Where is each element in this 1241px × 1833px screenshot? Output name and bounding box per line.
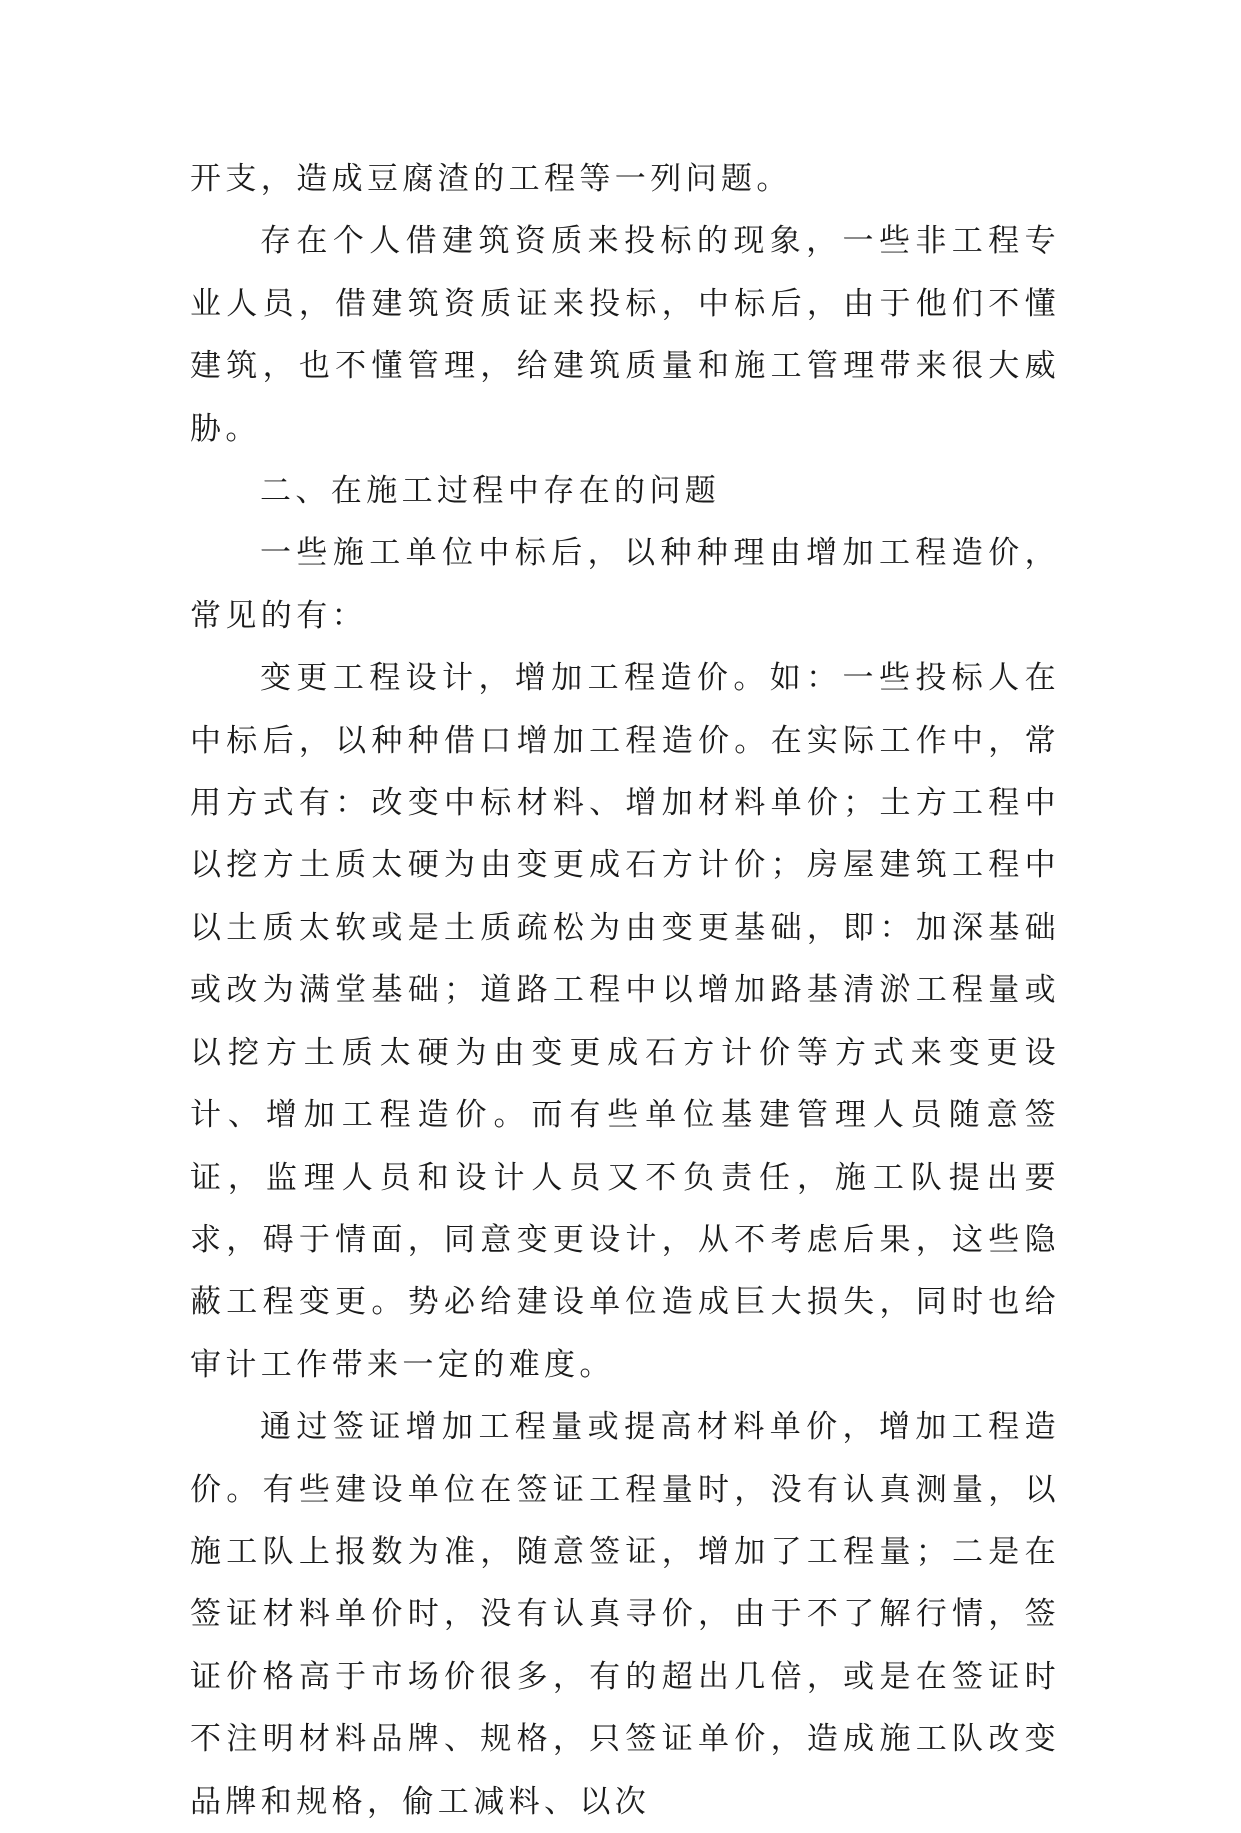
paragraph-continuation: 开支，造成豆腐渣的工程等一列问题。 bbox=[190, 161, 792, 197]
document-body bbox=[190, 148, 1060, 1833]
paragraph-intro-cost-increase: 一些施工单位中标后，以种种理由增加工程造价，常见的有： bbox=[190, 535, 1060, 634]
section-heading: 二、在施工过程中存在的问题 bbox=[260, 473, 721, 510]
paragraph-borrowed-qualification: 存在个人借建筑资质来投标的现象，一些非工程专业人员，借建筑资质证来投标，中标后，由于他们不懂建筑，也不懂管理，给建筑质量和施工管理带来很大威胁。 bbox=[190, 223, 1060, 447]
paragraph-visa-quantity: 通过签证增加工程量或提高材料单价，增加工程造价。有些建设单位在签证工程量时，没有认真测量，以施工队上报数为准，随意签证，增加了工程量；二是在签证材料单价时，没有认真寻价，由于不了解行情，签证价格高于市场价很多，有的超出几倍，或是在签证时不注明材料品牌、规格，只签证单价，造成施工队改变品牌和规格，偷工减料、以次 bbox=[190, 1409, 1060, 1820]
paragraph-design-change: 变更工程设计，增加工程造价。如：一些投标人在中标后，以种种借口增加工程造价。在实际工作中，常用方式有：改变中标材料、增加材料单价；土方工程中以挖方土质太硬为由变更成石方计价；房屋建筑工程中以土质太软或是土质疏松为由变更基础，即：加深基础或改为满堂基础；道路工程中以增加路基清淤工程量或以挖方土质太硬为由变更成石方计价等方式来变更设计、增加工程造价。而有些单位基建管理人员随意签证，监理人员和设计人员又不负责任，施工队提出要求，碍于情面，同意变更设计，从不考虑后果，这些隐蔽工程变更。势必给建设单位造成巨大损失，同时也给审计工作带来一定的难度。 bbox=[190, 660, 1060, 1383]
